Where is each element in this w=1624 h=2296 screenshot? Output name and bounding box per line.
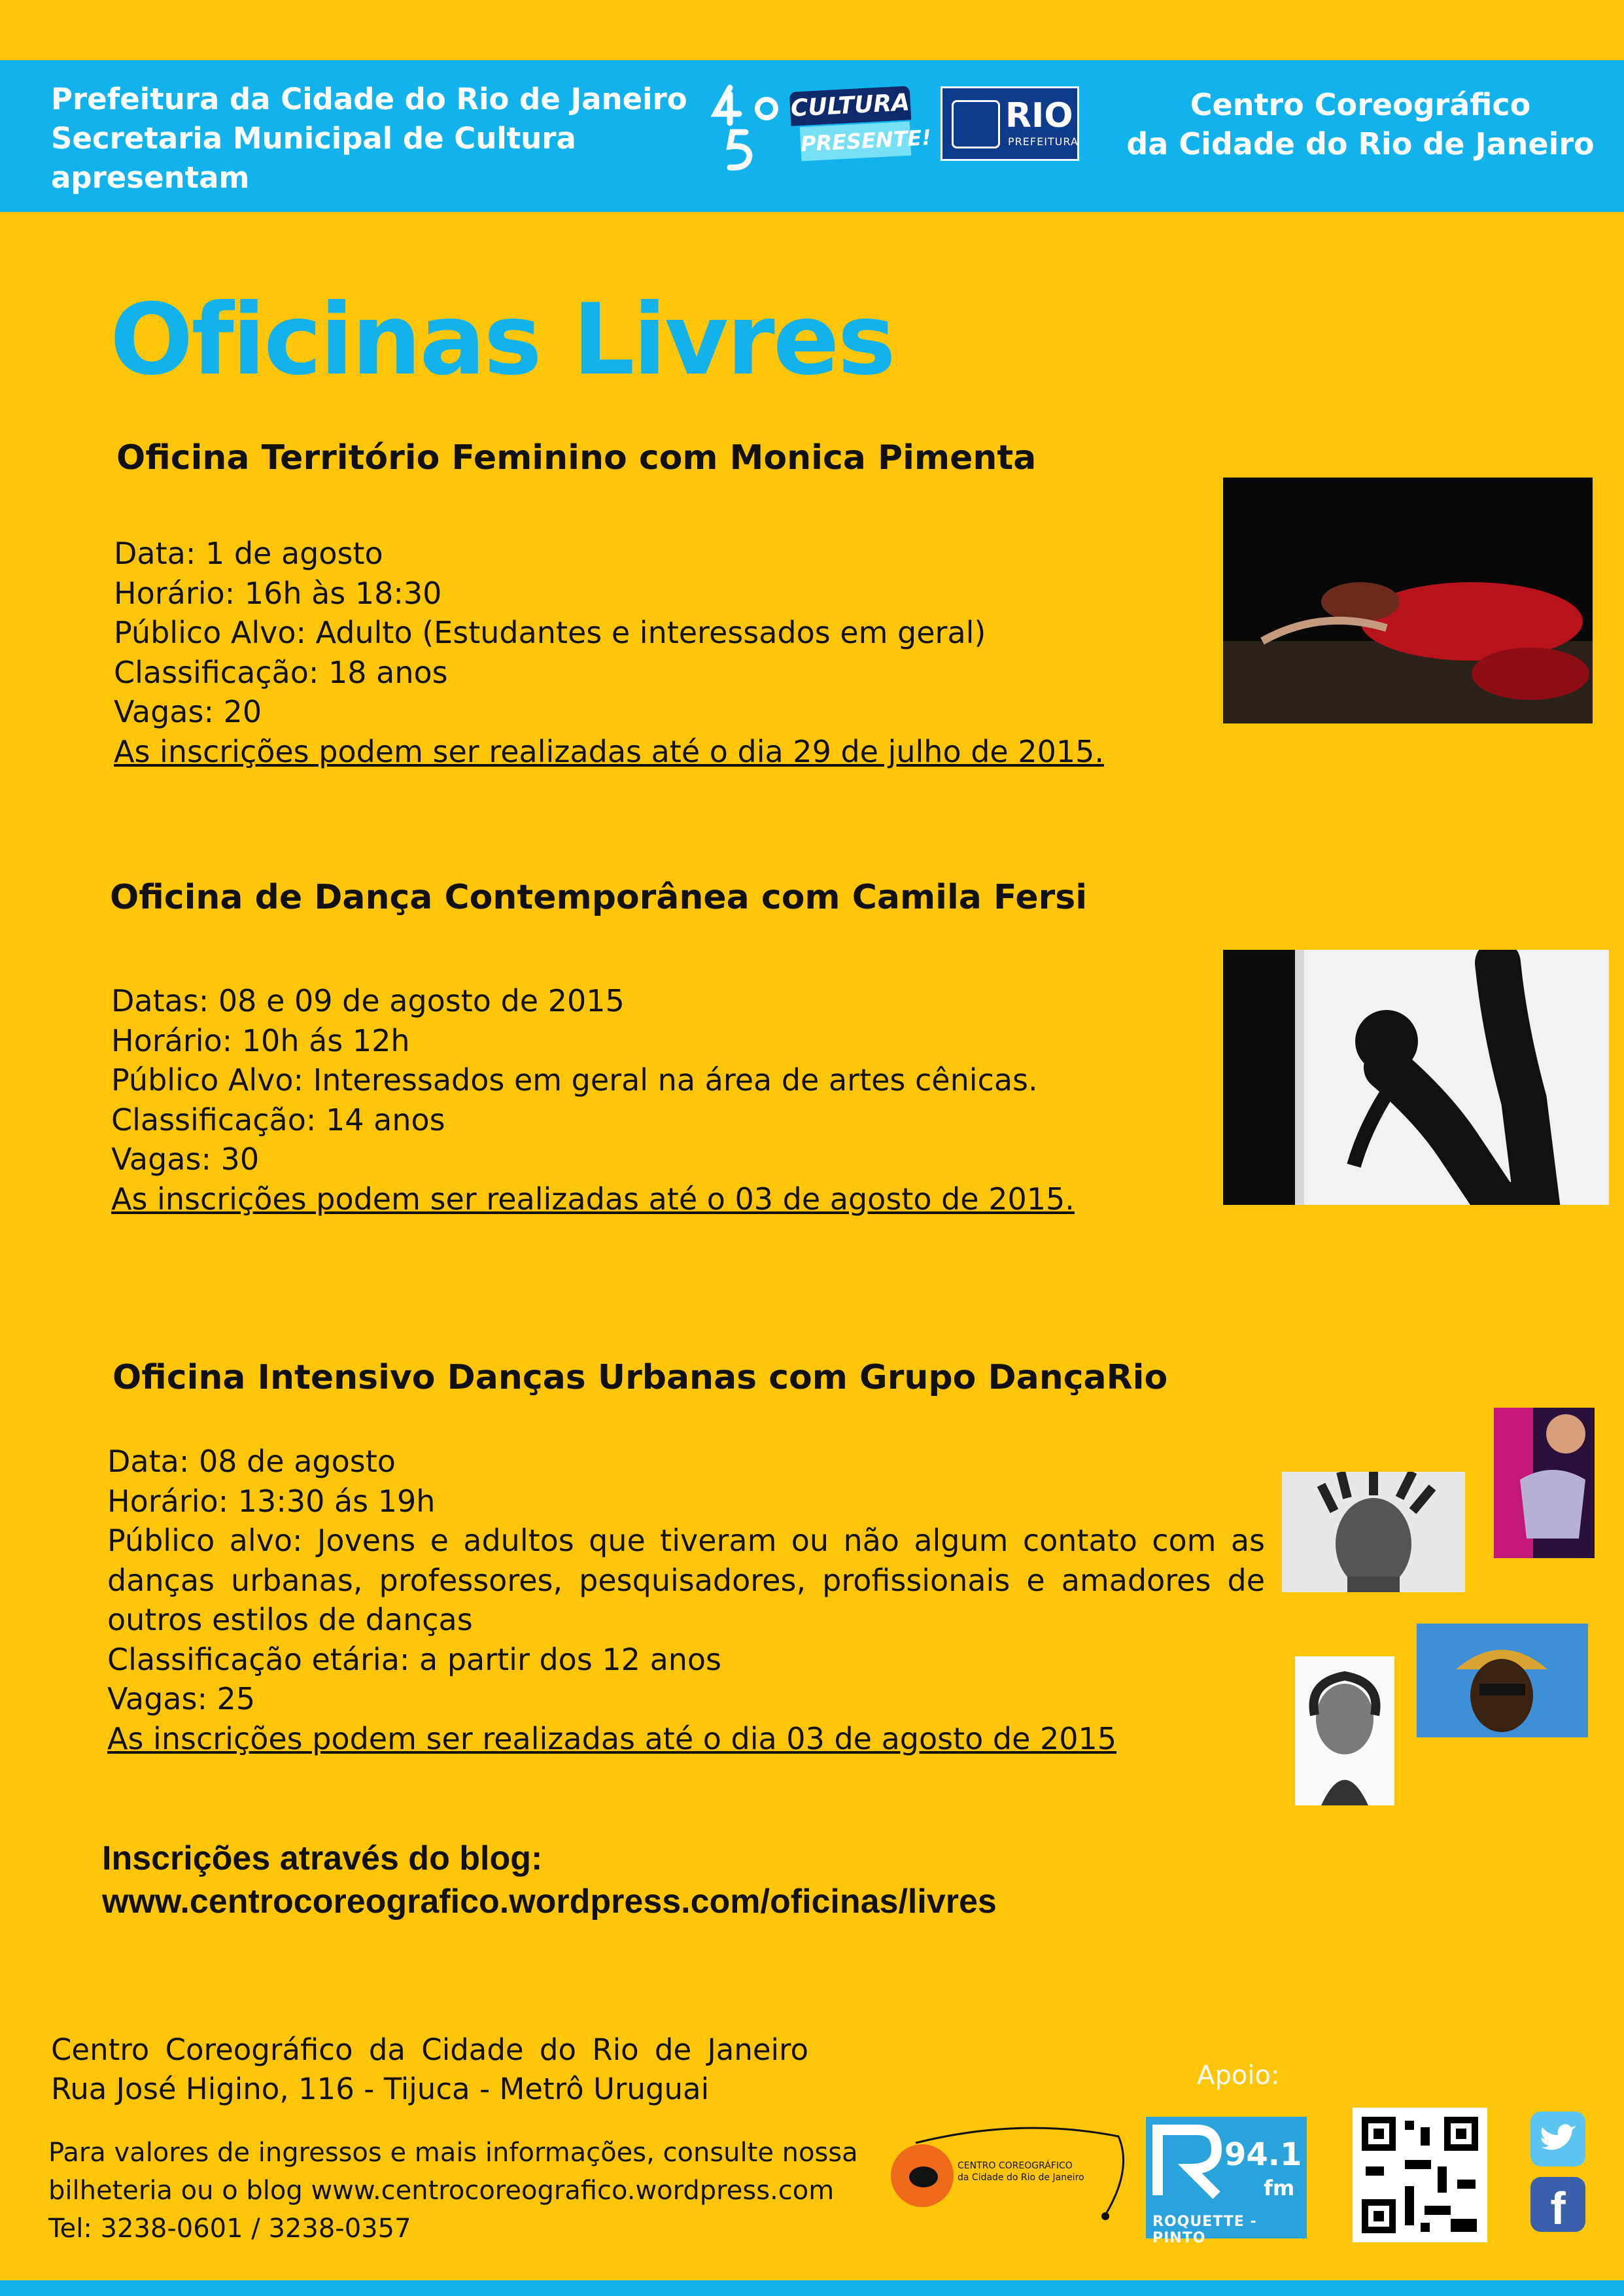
workshop-1-info	[114, 534, 1104, 771]
presenter-line: Prefeitura da Cidade do Rio de Janeiro	[51, 82, 687, 116]
cultura-presente-logo	[790, 89, 932, 161]
address-line: Rua José Higino, 116 - Tijuca - Metrô Uruguai	[51, 2072, 710, 2106]
workshop-3-photo-3	[1417, 1624, 1588, 1737]
cc-logo-line: da Cidade do Rio de Janeiro	[958, 2172, 1084, 2183]
address-block	[51, 2030, 808, 2109]
qr-code-icon[interactable]	[1353, 2108, 1487, 2242]
workshop-1-photo	[1223, 478, 1593, 723]
address-line: Centro Coreográfico da Cidade do Rio de Janeiro	[51, 2032, 809, 2067]
rio-logo-subtext: PREFEITURA	[1008, 135, 1079, 148]
workshop-3-photo-1	[1282, 1472, 1465, 1592]
info-line: Vagas: 25	[107, 1681, 256, 1716]
info-line: Classificação: 14 anos	[111, 1102, 445, 1138]
radio-frequency: 94.1	[1224, 2136, 1302, 2173]
info-paragraph: Público alvo: Jovens e adultos que tiveram ou não algum contato com as danças urbanas, professores, pesquisadores, profissionais e amadores de outros estilos de danças	[107, 1523, 1265, 1637]
info-line: Horário: 13:30 ás 19h	[107, 1483, 436, 1519]
rio-crest-icon	[952, 100, 1000, 148]
cc-logo-line: CENTRO COREOGRÁFICO	[958, 2161, 1073, 2171]
radio-name: ROQUETTE - PINTO	[1152, 2214, 1257, 2246]
contact-line: Para valores de ingressos e mais informações, consulte nossa	[48, 2138, 858, 2168]
info-line: Horário: 16h às 18:30	[114, 575, 442, 611]
info-line: Vagas: 30	[111, 1141, 260, 1177]
presenter-line: Secretaria Municipal de Cultura	[51, 121, 576, 156]
registration-blog	[102, 1837, 997, 1923]
centro-coreografico-logo	[890, 2117, 1138, 2235]
radio-unit: fm	[1264, 2176, 1295, 2200]
cultura-logo-text: CULTURA	[789, 86, 911, 126]
radio-roquette-pinto-logo	[1146, 2117, 1307, 2246]
twitter-icon[interactable]	[1530, 2112, 1585, 2166]
workshop-3-photo-4	[1295, 1656, 1394, 1805]
workshop-3-title: Oficina Intensivo Danças Urbanas com Grupo DançaRio	[112, 1358, 1168, 1397]
workshop-2-info	[111, 981, 1075, 1219]
info-line: Classificação etária: a partir dos 12 anos	[107, 1641, 722, 1677]
support-label: Apoio:	[1197, 2061, 1280, 2091]
info-line: Vagas: 20	[114, 694, 262, 729]
presenters-text	[51, 80, 687, 198]
footer-band	[0, 2280, 1624, 2296]
workshop-2-photo	[1223, 950, 1609, 1205]
deadline-text: As inscrições podem ser realizadas até o 03 de agosto de 2015.	[111, 1181, 1075, 1217]
organizer-line: da Cidade do Rio de Janeiro	[1126, 126, 1595, 162]
workshop-3-info	[107, 1442, 1265, 1758]
page-title: Oficinas Livres	[110, 283, 894, 397]
rio-prefeitura-logo	[941, 86, 1079, 161]
workshop-3-photo-2	[1494, 1408, 1595, 1558]
blog-label: Inscrições através do blog:	[102, 1839, 543, 1877]
info-line: Público Alvo: Interessados em geral na área de artes cênicas.	[111, 1062, 1038, 1098]
workshop-1-title: Oficina Território Feminino com Monica Pimenta	[116, 438, 1037, 478]
info-line: Data: 1 de agosto	[114, 536, 383, 571]
info-line: Classificação: 18 anos	[114, 654, 448, 690]
logo-45-anos	[710, 81, 782, 173]
contact-line: bilheteria ou o blog www.centrocoreografico.wordpress.com	[48, 2176, 835, 2206]
presenter-line: apresentam	[51, 160, 250, 195]
blog-link[interactable]: www.centrocoreografico.wordpress.com/oficinas/livres	[102, 1883, 997, 1921]
facebook-icon[interactable]: f	[1530, 2177, 1585, 2232]
organizer-line: Centro Coreográfico	[1190, 87, 1531, 122]
deadline-text: As inscrições podem ser realizadas até o dia 03 de agosto de 2015	[107, 1720, 1117, 1756]
info-line: Horário: 10h ás 12h	[111, 1022, 410, 1058]
info-line: Público Alvo: Adulto (Estudantes e interessados em geral)	[114, 615, 986, 650]
contact-block	[48, 2134, 858, 2248]
info-line: Data: 08 de agosto	[107, 1444, 396, 1479]
presente-logo-text: PRESENTE!	[800, 122, 911, 162]
info-line: Datas: 08 e 09 de agosto de 2015	[111, 983, 625, 1018]
organizer-text	[1099, 85, 1622, 164]
rio-logo-text: RIO	[1005, 96, 1073, 135]
workshop-2-title: Oficina de Dança Contemporânea com Camila Fersi	[110, 878, 1088, 917]
deadline-text: As inscrições podem ser realizadas até o dia 29 de julho de 2015.	[114, 733, 1105, 769]
contact-phone: Tel: 3238-0601 / 3238-0357	[48, 2214, 411, 2244]
